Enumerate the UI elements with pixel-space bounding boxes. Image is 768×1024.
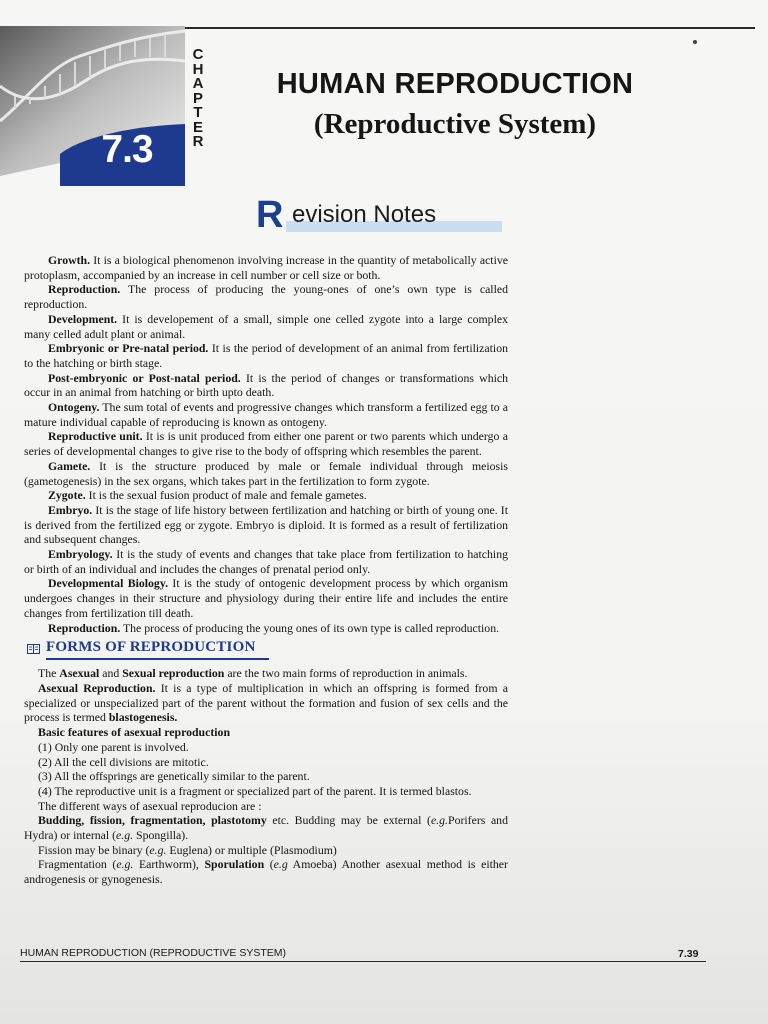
section-underline: [46, 658, 269, 660]
definition-growth: Growth. It is a biological phenomenon involving increase in the quantity of metabolically active protoplasm, accompanied by an increase in cell number or cell size or both.: [24, 253, 508, 282]
definition-reproductive-unit: Reproductive unit. It is is unit produced from either one parent or two parents which undergo a series of developmental changes to give rise to the body of offspring which resembles the parent.: [24, 429, 508, 459]
chapter-subtitle: (Reproductive System): [313, 108, 597, 140]
revision-notes-heading: [256, 195, 501, 235]
feature-item: (3) All the offsprings are genetically similar to the parent.: [38, 769, 310, 784]
chapter-number: 7.3: [101, 128, 153, 171]
revision-heading-text: evision Notes: [292, 201, 437, 228]
section-title: FORMS OF REPRODUCTION: [46, 639, 256, 656]
page-speck: [693, 40, 697, 44]
footer-rule: [20, 961, 706, 962]
features-heading: Basic features of asexual reproduction: [38, 725, 231, 740]
definition-developmental-biology: Developmental Biology. It is the study of ontogenic development process by which organism undergoes changes in their structure and physiology during their entire life and includes the entire changes from fertilization till death.: [24, 576, 508, 620]
definition-reproduction: Reproduction. The process of producing the young-ones of one’s own type is called reproduction.: [24, 282, 508, 312]
asexual-ways-intro: The different ways of asexual reproducion are :: [38, 798, 262, 813]
header-rule: [180, 27, 755, 29]
definition-reproduction-2: Reproduction. The process of producing the young ones of its own type is called reproduction.: [48, 620, 500, 635]
chapter-letter: R: [192, 133, 204, 150]
chapter-letter: H: [192, 60, 204, 78]
chapter-letter: C: [192, 46, 204, 63]
feature-item: (4) The reproductive unit is a fragment or specialized part of the parent. It is termed blastos.: [38, 783, 472, 798]
chapter-letter: P: [192, 89, 203, 107]
feature-item: (2) All the cell divisions are mitotic.: [38, 754, 209, 769]
definition-embryo: Embryo. It is the stage of life history between fertilization and hatching or birth of young one. It is derived from the fertilized egg or zygote. Embryo is diploid. It is formed as a result of fertilization and subsequent changes.: [24, 502, 508, 547]
chapter-letter: T: [193, 104, 203, 121]
fragmentation-paragraph: Fragmentation (e.g. Earthworm), Sporulation (e.g Amoeba) Another asexual method is either androgenesis or gynogenesis.: [24, 857, 508, 887]
definition-gamete: Gamete. It is the structure produced by male or female individual through meiosis (gametogenesis) in the sex organs, which takes part in the fertilization to form zygote.: [24, 458, 508, 488]
asexual-reproduction-definition: Asexual Reproduction. It is a type of multiplication in which an offspring is formed from a specialized or unspecialized part of the parent without the formation and fusion of sex cells and the process is termed blastogenesis.: [24, 680, 508, 725]
revision-initial-logo: R: [256, 194, 284, 236]
definition-zygote: Zygote. It is the sexual fusion product of male and female gametes.: [48, 488, 367, 503]
footer-chapter-title: HUMAN REPRODUCTION (REPRODUCTIVE SYSTEM): [20, 947, 287, 959]
page-number: 7.39: [678, 948, 699, 960]
budding-paragraph: Budding, fission, fragmentation, plastotomy etc. Budding may be external (e.g.Porifers and Hydra) or internal (e.g. Spongilla).: [24, 813, 508, 843]
forms-of-reproduction-heading: [24, 640, 508, 660]
feature-item: (1) Only one parent is involved.: [38, 739, 189, 754]
forms-intro: The Asexual and Sexual reproduction are the two main forms of reproduction in animals.: [38, 666, 468, 681]
definition-ontogeny: Ontogeny. The sum total of events and progressive changes which transform a fertilized egg to a mature individual capable of reproducing is known as ontogeny.: [24, 400, 508, 429]
definition-embryonic-period: Embryonic or Pre-natal period. It is the period of development of an animal from fertilization to the hatching or birth stage.: [24, 341, 508, 370]
chapter-letter: E: [192, 118, 203, 136]
definition-development: Development. It is developement of a small, simple one celled zygote into a large complex many celled adult plant or animal.: [24, 311, 508, 341]
book-icon: [27, 644, 40, 654]
definition-embryology: Embryology. It is the study of events and changes that take place from fertilization to hatching or birth of an individual and includes the changes of prenatal period only.: [24, 547, 508, 576]
definition-post-embryonic-period: Post-embryonic or Post-natal period. It is the period of changes or transformations which occur in an animal from hatching or birth upto death.: [24, 370, 509, 400]
chapter-vertical-label: [189, 48, 207, 150]
fission-paragraph: Fission may be binary (e.g. Euglena) or multiple (Plasmodium): [38, 842, 337, 857]
chapter-title: HUMAN REPRODUCTION: [276, 68, 634, 100]
page-body: [24, 253, 508, 887]
chapter-letter: A: [192, 75, 204, 92]
